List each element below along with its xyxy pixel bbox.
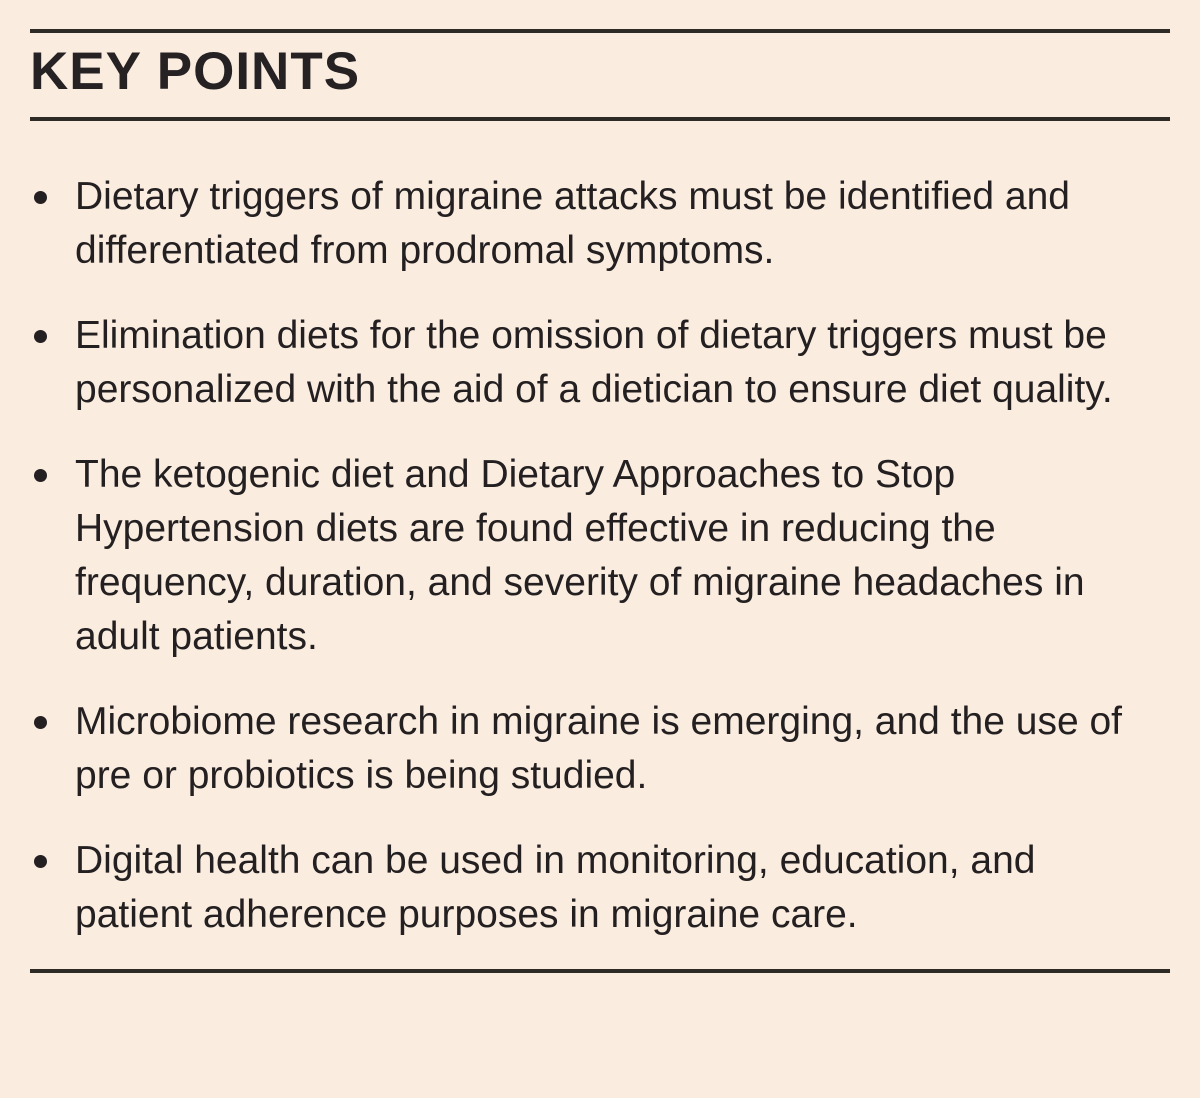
key-point-text: Elimination diets for the omission of dietary triggers must be personalized with the aid of a dietician to ensure diet quality. [75, 314, 1113, 411]
key-point-item [32, 309, 1152, 417]
bullet-icon [34, 330, 47, 343]
bottom-rule [30, 969, 1170, 973]
key-point-text: Digital health can be used in monitoring, education, and patient adherence purposes in migraine care. [75, 839, 1036, 936]
key-points-list [30, 170, 1170, 942]
bullet-icon [34, 716, 47, 729]
key-point-item [32, 834, 1152, 942]
bullet-icon [34, 855, 47, 868]
key-point-text: Microbiome research in migraine is emerging, and the use of pre or probiotics is being studied. [75, 700, 1123, 797]
panel-title: KEY POINTS [30, 42, 361, 101]
bullet-icon [34, 469, 47, 482]
bullet-icon [34, 191, 47, 204]
key-point-text: The ketogenic diet and Dietary Approaches to Stop Hypertension diets are found effective in reducing the frequency, duration, and severity of migraine headaches in adult patients. [75, 453, 1085, 658]
key-point-item [32, 170, 1152, 278]
key-points-panel [0, 29, 1200, 1098]
top-rule [30, 29, 1170, 33]
key-point-item [32, 695, 1152, 803]
title-rule [30, 117, 1170, 121]
key-point-item [32, 448, 1152, 664]
key-point-text: Dietary triggers of migraine attacks must be identified and differentiated from prodromal symptoms. [75, 175, 1070, 272]
